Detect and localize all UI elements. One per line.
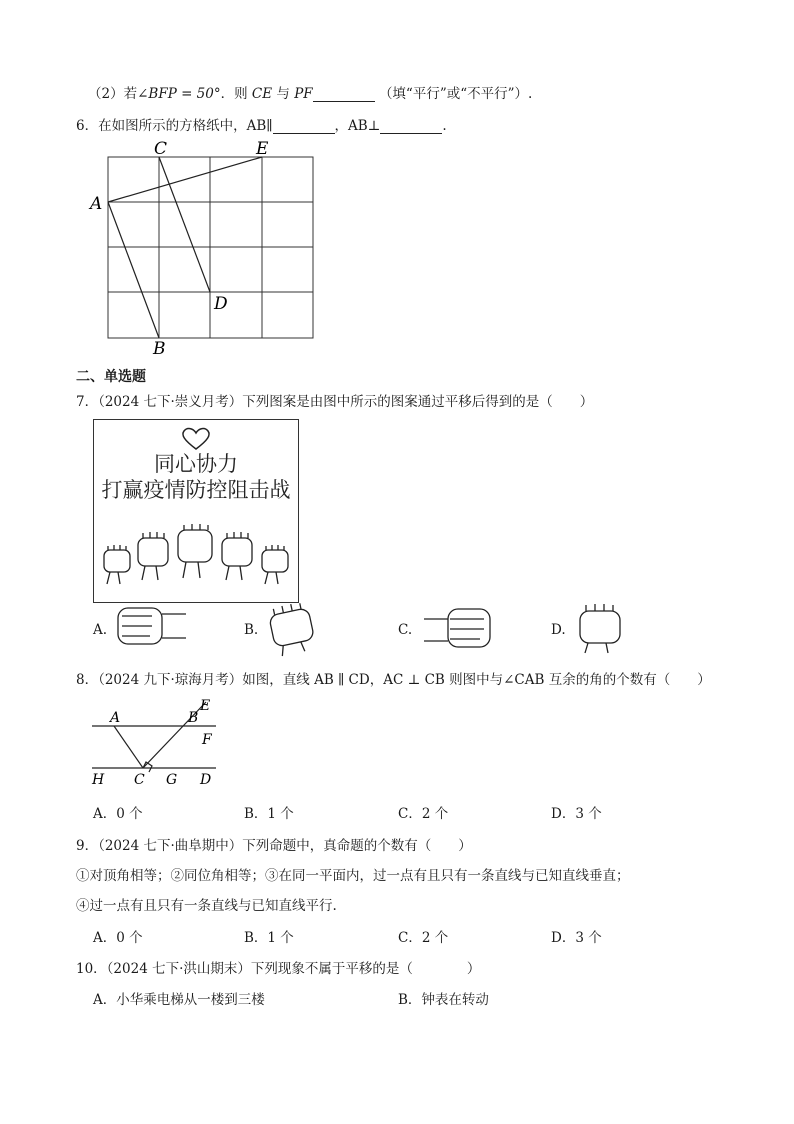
segment-ae <box>108 157 262 202</box>
q8-label-c: C <box>134 772 145 788</box>
q6-label-c: C <box>154 139 168 159</box>
section-title: 二、单选题 <box>76 369 146 385</box>
q6-label-a: A <box>90 194 103 214</box>
q10-option-a[interactable]: A．小华乘电梯从一楼到三楼 <box>93 992 265 1008</box>
q6-grid-figure <box>88 138 328 363</box>
q6-blank-1[interactable] <box>273 119 335 134</box>
q7-banner-figure <box>93 419 299 603</box>
segment-ab <box>108 202 159 338</box>
q8-label-a: A <box>110 710 121 726</box>
q6-text-b: ，AB⊥ <box>334 118 381 134</box>
q6-blank-2[interactable] <box>380 119 442 134</box>
q8-figure <box>88 694 228 790</box>
q7-option-c-label[interactable]: C. <box>398 622 413 638</box>
q8-label-e: E <box>200 698 211 714</box>
q8-option-b[interactable]: B．1 个 <box>244 806 294 822</box>
q8-label-b: B <box>188 710 199 726</box>
segment-ac <box>114 726 143 768</box>
q6-stem <box>76 114 447 134</box>
fist-upright-icon <box>574 601 630 657</box>
q7-stem: 7．（2024 七下·崇义月考）下列图案是由图中所示的图案通过平移后得到的是（ ） <box>76 394 594 410</box>
q6-label-e: E <box>256 139 269 159</box>
q7-option-a-label[interactable]: A. <box>93 622 108 638</box>
q10-option-b[interactable]: B．钟表在转动 <box>398 992 489 1008</box>
q8-stem: 8．（2024 九下·琼海月考）如图，直线 AB ∥ CD，AC ⊥ CB 则图中与∠CAB 互余的角的个数有（ ） <box>76 672 711 688</box>
q6-label-b: B <box>153 339 166 359</box>
q8-label-g: G <box>166 772 178 788</box>
q6-grid <box>108 157 313 338</box>
fist-sideways-icon <box>114 598 190 654</box>
q10-stem: 10．（2024 七下·洪山期末）下列现象不属于平移的是（ ） <box>76 961 481 977</box>
q5-prefix: （2）若∠ <box>88 86 149 102</box>
q6-text-c: . <box>442 118 447 134</box>
q9-option-a[interactable]: A．0 个 <box>93 930 143 946</box>
q8-option-c[interactable]: C．2 个 <box>398 806 449 822</box>
q5-ce: CE <box>251 86 273 102</box>
q5-part2 <box>88 82 532 102</box>
fist-reversed-icon <box>420 601 496 657</box>
q9-stem: 9．（2024 七下·曲阜期中）下列命题中，真命题的个数有（ ） <box>76 838 472 854</box>
q7-option-d-label[interactable]: D. <box>551 622 566 638</box>
segment-cd <box>159 157 210 292</box>
q6-label-d: D <box>214 294 228 314</box>
q9-option-b[interactable]: B．1 个 <box>244 930 294 946</box>
q6-text-a: 6．在如图所示的方格纸中，AB∥ <box>76 118 273 134</box>
q9-statement-line-1: ①对顶角相等；②同位角相等；③在同一平面内，过一点有且只有一条直线与已知直线垂直； <box>76 868 630 884</box>
q9-statement-line-2: ④过一点有且只有一条直线与已知直线平行. <box>76 898 337 914</box>
q9-option-c[interactable]: C．2 个 <box>398 930 449 946</box>
banner-line-2: 打赢疫情防控阻击战 <box>101 478 291 502</box>
q5-mid: ．则 <box>220 86 248 102</box>
q8-option-a[interactable]: A．0 个 <box>93 806 143 822</box>
fist-tilted-icon <box>266 601 322 657</box>
q5-pf: PF <box>294 86 313 102</box>
banner-line-1: 同心协力 <box>154 452 238 476</box>
q7-option-b-label[interactable]: B. <box>244 622 259 638</box>
q9-option-d[interactable]: D．3 个 <box>551 930 602 946</box>
q5-answer-blank[interactable] <box>313 87 375 102</box>
q8-label-h: H <box>92 772 105 788</box>
q5-yu: 与 <box>276 86 290 102</box>
q8-option-d[interactable]: D．3 个 <box>551 806 602 822</box>
q8-label-f: F <box>202 732 212 748</box>
q8-label-d: D <box>200 772 212 788</box>
fists-row-icon <box>98 520 294 598</box>
q5-angle: BFP = 50° <box>148 86 221 102</box>
q5-suffix: （填“平行”或“不平行”）. <box>378 86 533 102</box>
